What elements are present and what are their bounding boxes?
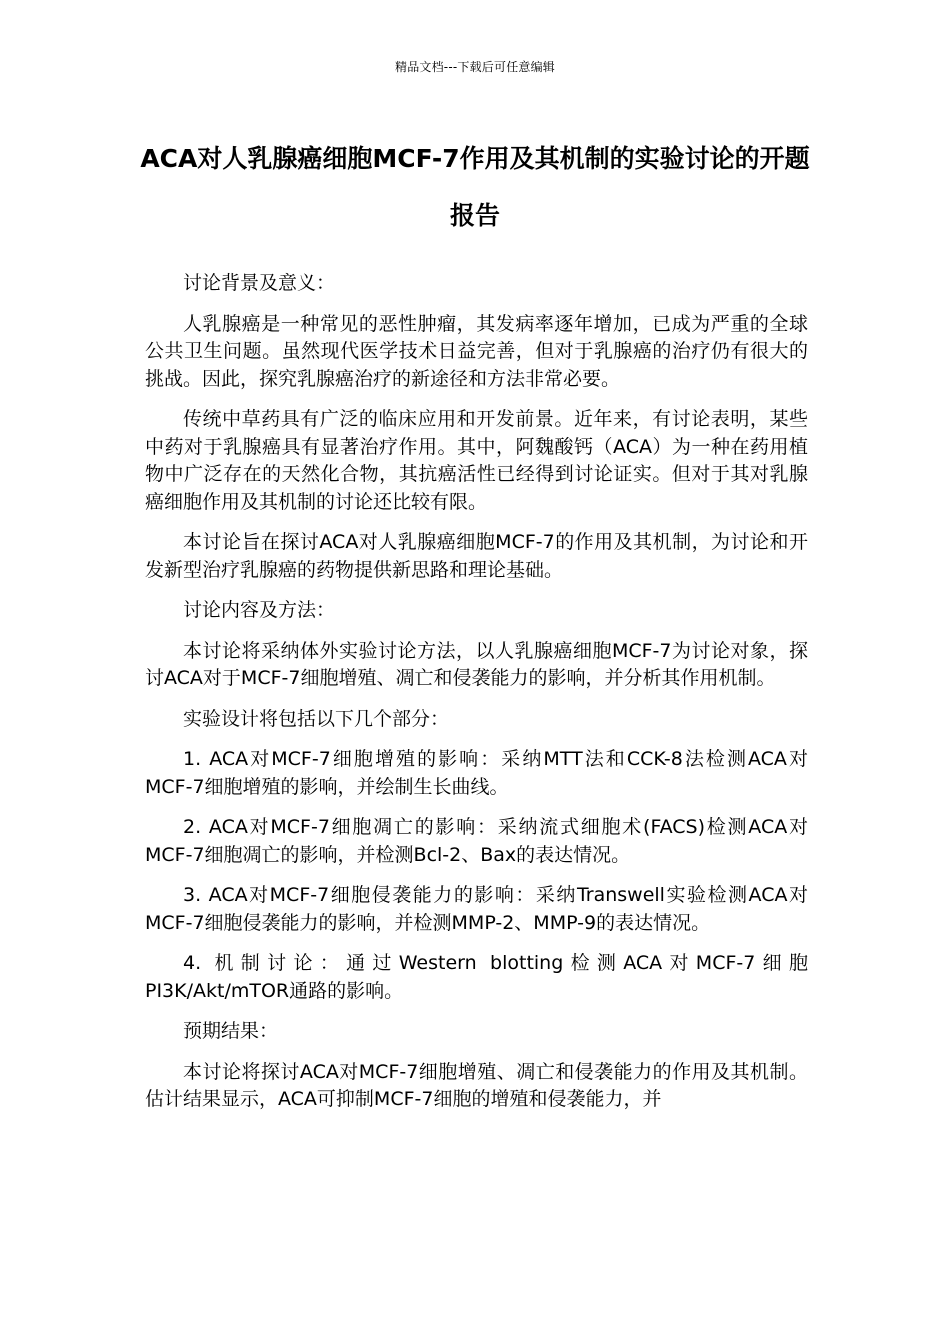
document-title: ACA对人乳腺癌细胞MCF-7作用及其机制的实验讨论的开题报告 [140,144,810,230]
list-item-mechanism: 4. 机制讨论：通过Western blotting检测ACA对MCF-7细胞PI3K/Akt/mTOR通路的影响。 [145,952,808,1002]
paragraph-herbal-medicine: 传统中草药具有广泛的临床应用和开发前景。近年来，有讨论表明，某些中药对于乳腺癌具有显著治疗作用。其中，阿魏酸钙（ACA）为一种在药用植物中广泛存在的天然化合物，其抗癌活性已经得到讨论证实。但对于其对乳腺癌细胞作用及其机制的讨论还比较有限。 [145,408,808,513]
document-body [145,270,808,1127]
paragraph-design-intro: 实验设计将包括以下几个部分： [183,707,450,730]
paragraph-objective: 本讨论旨在探讨ACA对人乳腺癌细胞MCF-7的作用及其机制，为讨论和开发新型治疗乳腺癌的药物提供新思路和理论基础。 [145,531,808,581]
header-note: 精品文档---下载后可任意编辑 [395,60,555,74]
section-heading-background: 讨论背景及意义： [183,272,336,294]
paragraph-methods: 本讨论将采纳体外实验讨论方法，以人乳腺癌细胞MCF-7为讨论对象，探讨ACA对于MCF-7细胞增殖、凋亡和侵袭能力的影响，并分析其作用机制。 [145,639,808,689]
list-item-apoptosis: 2. ACA对MCF-7细胞凋亡的影响：采纳流式细胞术(FACS)检测ACA对MCF-7细胞凋亡的影响，并检测Bcl-2、Bax的表达情况。 [145,816,808,866]
list-item-invasion: 3. ACA对MCF-7细胞侵袭能力的影响：采纳Transwell实验检测ACA对MCF-7细胞侵袭能力的影响，并检测MMP-2、MMP-9的表达情况。 [145,884,808,934]
paragraph-intro: 人乳腺癌是一种常见的恶性肿瘤，其发病率逐年增加，已成为严重的全球公共卫生问题。虽然现代医学技术日益完善，但对于乳腺癌的治疗仍有很大的挑战。因此，探究乳腺癌治疗的新途径和方法非常必要。 [145,312,808,390]
paragraph-expected-results: 本讨论将探讨ACA对MCF-7细胞增殖、凋亡和侵袭能力的作用及其机制。估计结果显示，ACA可抑制MCF-7细胞的增殖和侵袭能力，并 [145,1060,808,1110]
section-heading-methods: 讨论内容及方法： [183,599,336,621]
section-heading-expected-results: 预期结果： [183,1020,279,1042]
list-item-proliferation: 1. ACA对MCF-7细胞增殖的影响：采纳MTT法和CCK-8法检测ACA对MCF-7细胞增殖的影响，并绘制生长曲线。 [145,748,808,798]
